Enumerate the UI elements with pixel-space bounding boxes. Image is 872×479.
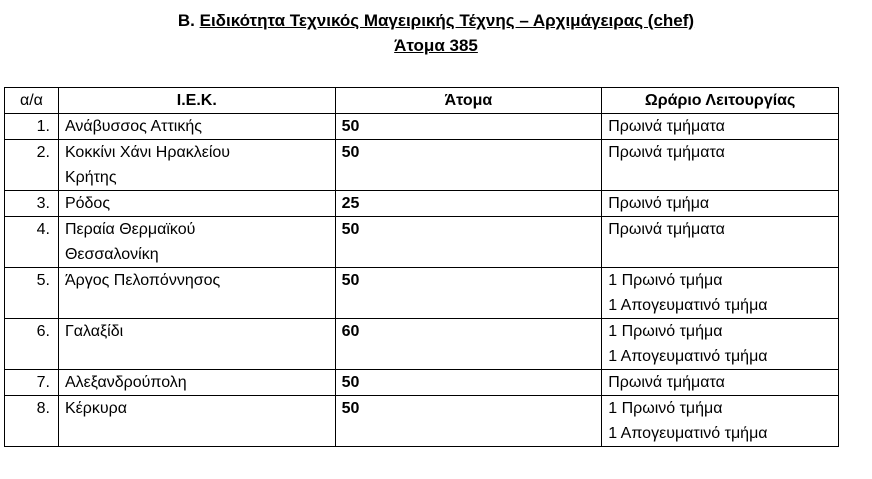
table-row (5, 319, 839, 370)
row-people: 25 (335, 191, 602, 217)
iek-name-line: Γαλαξίδι (64, 323, 124, 340)
row-index: 6. (5, 319, 59, 370)
row-schedule (602, 114, 839, 140)
row-iek (58, 319, 335, 370)
row-iek (58, 396, 335, 447)
iek-name-line: Αλεξανδρούπολη (64, 374, 187, 391)
table-row (5, 268, 839, 319)
row-schedule (602, 140, 839, 191)
iek-name-line: Ανάβυσσος Αττικής (64, 118, 202, 135)
schedule-line: 1 Πρωινό τμήμα (608, 323, 723, 340)
table-row (5, 370, 839, 396)
table-row (5, 114, 839, 140)
row-index: 5. (5, 268, 59, 319)
iek-name-line: Θεσσαλονίκη (64, 246, 159, 263)
schedule-line: Πρωινά τμήματα (608, 221, 725, 238)
schedule-line: 1 Πρωινό τμήμα (608, 272, 723, 289)
row-index: 2. (5, 140, 59, 191)
section-heading (0, 10, 872, 32)
row-schedule (602, 396, 839, 447)
row-iek (58, 217, 335, 268)
row-people: 50 (335, 217, 602, 268)
row-index: 7. (5, 370, 59, 396)
schedule-line: 1 Απογευματινό τμήμα (608, 297, 768, 314)
row-people: 50 (335, 396, 602, 447)
row-index: 1. (5, 114, 59, 140)
schedule-line: 1 Απογευματινό τμήμα (608, 425, 768, 442)
row-schedule (602, 191, 839, 217)
row-iek (58, 114, 335, 140)
schedule-line: 1 Πρωινό τμήμα (608, 400, 723, 417)
row-people: 50 (335, 114, 602, 140)
row-index: 3. (5, 191, 59, 217)
iek-name-line: Ρόδος (64, 195, 111, 212)
schedule-line: 1 Απογευματινό τμήμα (608, 348, 768, 365)
table-row (5, 140, 839, 191)
row-iek (58, 268, 335, 319)
row-index: 4. (5, 217, 59, 268)
header-iek: Ι.Ε.Κ. (58, 88, 335, 114)
total-people: Άτομα 385 (394, 36, 478, 55)
schedule-line: Πρωινό τμήμα (608, 195, 710, 212)
total-heading (0, 35, 872, 57)
row-iek (58, 191, 335, 217)
iek-name-line: Κρήτης (64, 169, 117, 186)
specialty-title: Ειδικότητα Τεχνικός Μαγειρικής Τέχνης – Αρχιμάγειρας (chef) (199, 11, 695, 30)
row-schedule (602, 370, 839, 396)
iek-table (4, 87, 839, 447)
header-schedule: Ωράριο Λειτουργίας (602, 88, 839, 114)
row-index: 8. (5, 396, 59, 447)
iek-name-line: Άργος Πελοπόννησος (64, 272, 221, 289)
row-schedule (602, 217, 839, 268)
row-people: 50 (335, 140, 602, 191)
table-row (5, 191, 839, 217)
row-iek (58, 140, 335, 191)
schedule-line: Πρωινά τμήματα (608, 144, 725, 161)
schedule-line: Πρωινά τμήματα (608, 374, 725, 391)
iek-name-line: Κέρκυρα (64, 400, 127, 417)
row-people: 50 (335, 370, 602, 396)
schedule-line: Πρωινά τμήματα (608, 118, 725, 135)
header-index: α/α (5, 88, 59, 114)
row-schedule (602, 319, 839, 370)
header-people: Άτομα (335, 88, 602, 114)
row-people: 60 (335, 319, 602, 370)
table-row (5, 217, 839, 268)
row-people: 50 (335, 268, 602, 319)
section-prefix: B. (177, 11, 195, 30)
table-header-row (5, 88, 839, 114)
row-schedule (602, 268, 839, 319)
table-row (5, 396, 839, 447)
iek-name-line: Περαία Θερμαϊκού (64, 221, 196, 238)
row-iek (58, 370, 335, 396)
iek-name-line: Κοκκίνι Χάνι Ηρακλείου (64, 144, 231, 161)
